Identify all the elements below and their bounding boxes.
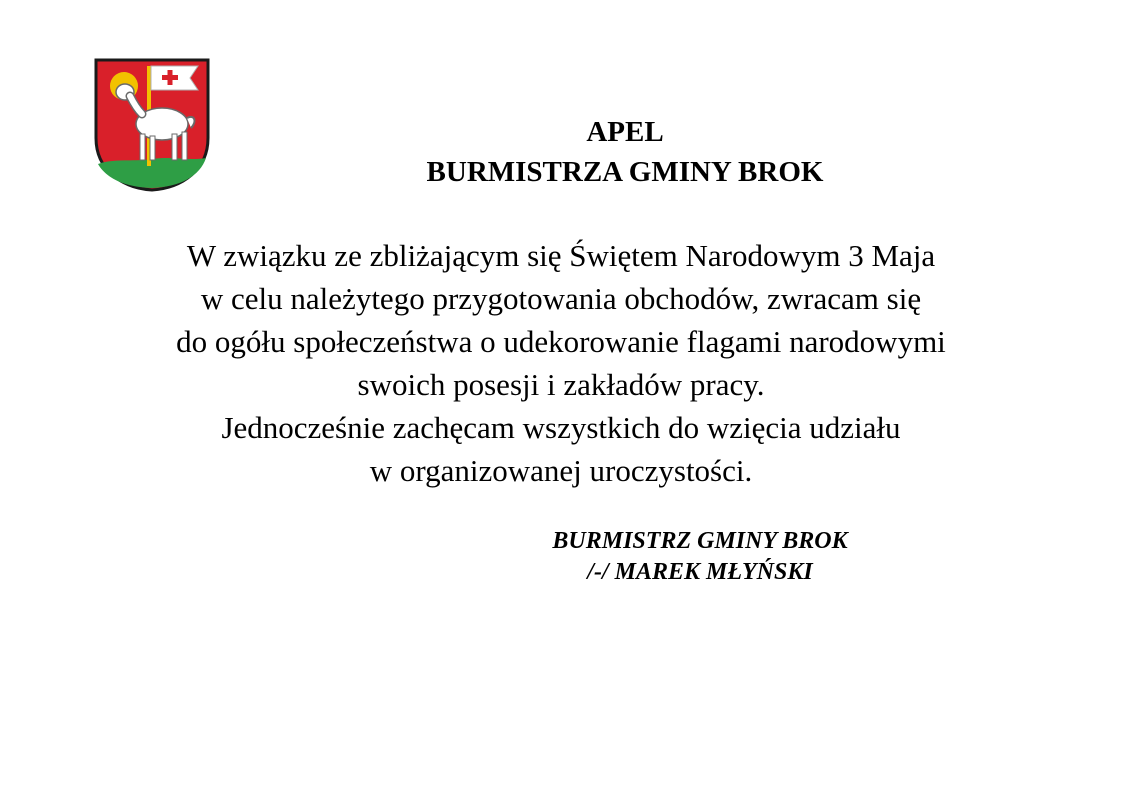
title-line-apel: APEL <box>586 116 664 148</box>
appeal-body <box>40 234 1082 492</box>
body-line: swoich posesji i zakładów pracy. <box>357 367 765 402</box>
title-line-burmistrz: BURMISTRZA GMINY BROK <box>426 156 824 188</box>
body-line: W związku ze zbliżającym się Świętem Narodowym 3 Maja <box>186 238 936 273</box>
signature-name: /-/ MAREK MŁYŃSKI <box>587 559 813 585</box>
body-line: w organizowanej uroczystości. <box>369 453 753 488</box>
coat-of-arms-icon <box>94 58 210 192</box>
document-title <box>340 112 910 192</box>
body-line: do ogółu społeczeństwa o udekorowanie flagami narodowymi <box>176 324 946 359</box>
body-line: Jednocześnie zachęcam wszystkich do wzięcia udziału <box>221 410 901 445</box>
signature-title: BURMISTRZ GMINY BROK <box>552 528 848 554</box>
signature-block <box>500 526 900 588</box>
body-line: w celu należytego przygotowania obchodów, zwracam się <box>200 281 922 316</box>
